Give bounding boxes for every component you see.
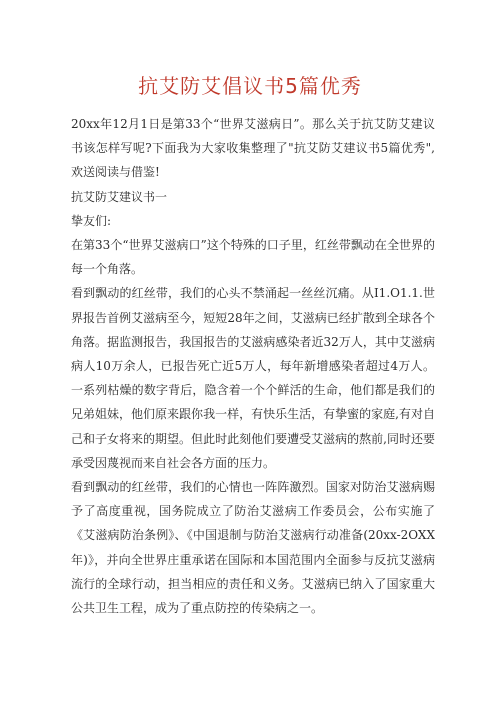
section-heading: 抗艾防艾建议书一 [71, 189, 168, 204]
body-paragraph-3: 看到飘动的红丝带，我们的心情也一阵阵激烈。国家对防治艾滋病赐予了高度重视，国务院成立了防治艾滋病工作委员会，公布实施了《艾滋病防治条例》、《中国退制与防治艾滋病行动准备(20xx-2OXX年)》，并向全世界庄重承诺在国际和本国范围内全面参与反抗艾滋病流行的全球行动，担当相应的责任和义务。艾滋病已纳入了国家重大公共卫生工程，成为了重点防控的传染病之一。 [71, 480, 435, 616]
body-paragraph-2: 看到飘动的红丝带，我们的心头不禁涌起一丝丝沉痛。从I1.O1.1.世界报告首例艾滋病至今，短短28年之间，艾滋病已经扩散到全球各个角落。据监测报告，我国报告的艾滋病感染者近32万人，其中艾滋病病人10万余人，已报告死亡近5万人，每年新增感染者超过4万人。一系列枯燥的数字背后，隐含着一个个鲜活的生命，他们都是我们的兄弟姐妹，他们原来跟你我一样，有快乐生活，有挚蜜的家庭,有对自己和子女将来的期望。但此时此刻他们要遭受艾滋病的熬前,同时还要承受因蔑视而来自社会各方面的压力。 [71, 286, 435, 470]
intro-paragraph: 20xx年12月1日是第33个“世界艾滋病日”。那么关于抗艾防艾建议书该怎样写呢?下面我为大家收集整理了"抗艾防艾建议书5篇优秀",欢送阅读与借鉴! [71, 117, 435, 180]
document-title: 抗艾防艾倡议书5篇优秀 [138, 74, 362, 98]
body-paragraph-1: 在第33个“世界艾滋病口”这个特殊的口子里，红丝带飘动在全世界的每一个角落。 [71, 238, 435, 277]
salutation: 挚友们: [71, 213, 112, 228]
document-body [71, 112, 435, 620]
